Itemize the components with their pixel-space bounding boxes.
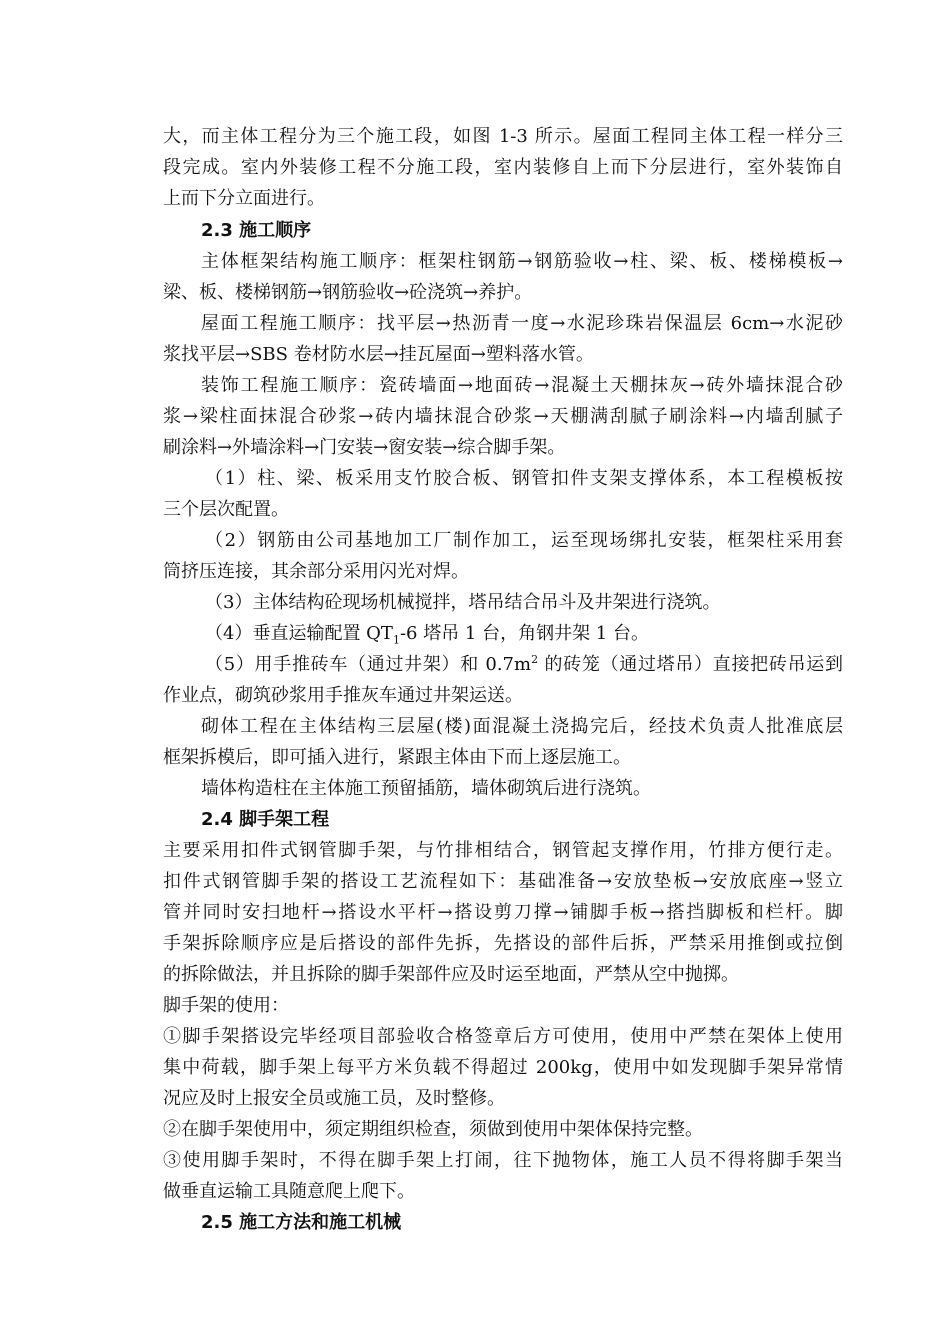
section-heading-2-4: 2.4 脚手架工程 <box>201 809 330 830</box>
list-item-line: （3）主体结构砼现场机械搅拌，塔吊结合吊斗及井架进行浇筑。 <box>205 592 721 613</box>
paragraph-line: 主要采用扣件式钢管脚手架，与竹排相结合，钢管起支撑作用，竹排方便行走。 <box>163 840 843 861</box>
list-item-line: ③使用脚手架时，不得在脚手架上打闹，往下抛物体，施工人员不得将脚手架当 <box>163 1150 843 1171</box>
list-item-text: （4）垂直运输配置 QT <box>205 623 393 644</box>
paragraph-line: 管并同时安扫地杆→搭设水平杆→搭设剪刀撑→铺脚手板→搭挡脚板和栏杆。脚 <box>163 902 843 923</box>
list-item-line: 作业点，砌筑砂浆用手推灰车通过井架运送。 <box>163 685 523 706</box>
paragraph-line: 的拆除做法，并且拆除的脚手架部件应及时运至地面，严禁从空中抛掷。 <box>163 964 739 985</box>
paragraph-line: 浆找平层→SBS 卷材防水层→挂瓦屋面→塑料落水管。 <box>163 344 594 365</box>
paragraph-line: 框架拆模后，即可插入进行，紧跟主体由下而上逐层施工。 <box>163 747 631 768</box>
paragraph-line: 扣件式钢管脚手架的搭设工艺流程如下：基础准备→安放垫板→安放底座→竖立 <box>163 871 843 892</box>
section-heading-2-5: 2.5 施工方法和施工机械 <box>201 1212 402 1233</box>
list-item-line: （1）柱、梁、板采用支竹胶合板、钢管扣件支架支撑体系，本工程模板按 <box>205 468 843 489</box>
list-item-line: （2）钢筋由公司基地加工厂制作加工，运至现场绑扎安装，框架柱采用套 <box>205 530 843 551</box>
paragraph-line: 段完成。室内外装修工程不分施工段，室内装修自上而下分层进行，室外装饰自 <box>163 157 843 178</box>
list-item-line: 筒挤压连接，其余部分采用闪光对焊。 <box>163 561 469 582</box>
list-item-line: 集中荷载，脚手架上每平方米负载不得超过 200kg，使用中如发现脚手架异常情 <box>163 1057 843 1078</box>
paragraph-line: 砌体工程在主体结构三层屋(楼)面混凝土浇捣完后，经技术负责人批准底层 <box>201 716 843 737</box>
list-item-line: 况应及时上报安全员或施工员，及时整修。 <box>163 1088 505 1109</box>
paragraph-line: 上而下分立面进行。 <box>163 188 325 209</box>
list-item-text: -6 塔吊 1 台，角钢井架 1 台。 <box>399 623 649 644</box>
paragraph-line: 大，而主体工程分为三个施工段，如图 1-3 所示。屋面工程同主体工程一样分三 <box>163 126 843 147</box>
paragraph-line: 墙体构造柱在主体施工预留插筋，墙体砌筑后进行浇筑。 <box>201 778 651 799</box>
list-item-text: 的砖笼（通过塔吊）直接把砖吊运到 <box>538 654 843 675</box>
section-heading-2-3: 2.3 施工顺序 <box>201 220 312 241</box>
list-item-line <box>205 622 843 646</box>
paragraph-line: 刷涂料→外墙涂料→门安装→窗安装→综合脚手架。 <box>163 437 566 458</box>
paragraph-line: 脚手架的使用： <box>163 995 289 1016</box>
superscript: 2 <box>531 653 539 666</box>
list-item-line <box>205 653 843 677</box>
paragraph-line: 装饰工程施工顺序：瓷砖墙面→地面砖→混凝土天棚抹灰→砖外墙抹混合砂 <box>201 375 843 396</box>
paragraph-line: 主体框架结构施工顺序：框架柱钢筋→钢筋验收→柱、梁、板、楼梯模板→ <box>201 251 843 272</box>
list-item-line: ①脚手架搭设完毕经项目部验收合格签章后方可使用，使用中严禁在架体上使用 <box>163 1026 843 1047</box>
paragraph-line: 梁、板、楼梯钢筋→钢筋验收→砼浇筑→养护。 <box>163 282 533 303</box>
paragraph-line: 屋面工程施工顺序：找平层→热沥青一度→水泥珍珠岩保温层 6cm→水泥砂 <box>201 313 843 334</box>
list-item-text: （5）用手推砖车（通过井架）和 0.7m <box>205 654 532 675</box>
list-item-line: 做垂直运输工具随意爬上爬下。 <box>163 1181 415 1202</box>
subscript: 1 <box>392 633 400 647</box>
paragraph-line: 浆→梁柱面抹混合砂浆→砖内墙抹混合砂浆→天棚满刮腻子刷涂料→内墙刮腻子 <box>163 406 843 427</box>
list-item-line: ②在脚手架使用中，须定期组织检查，须做到使用中架体保持完整。 <box>163 1119 703 1140</box>
list-item-line: 三个层次配置。 <box>163 499 289 520</box>
paragraph-line: 手架拆除顺序应是后搭设的部件先拆，先搭设的部件后拆，严禁采用推倒或拉倒 <box>163 933 843 954</box>
